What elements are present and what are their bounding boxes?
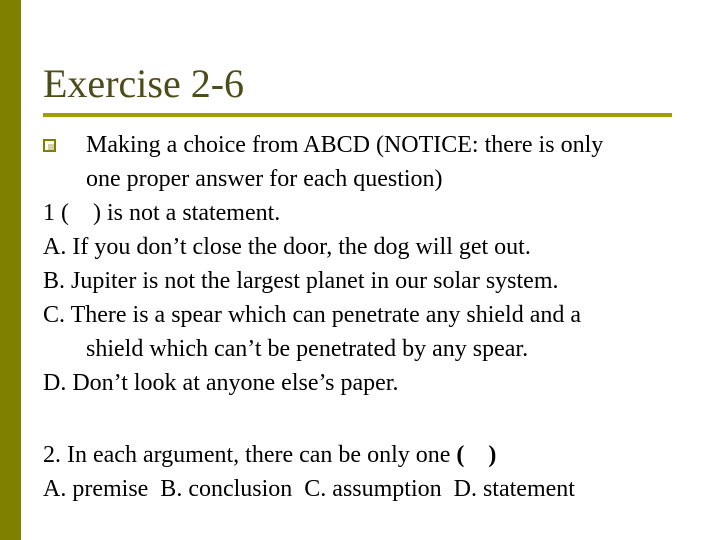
question-2-options: A. premise B. conclusion C. assumption D. statement — [43, 476, 575, 502]
instruction-line — [43, 128, 703, 162]
slide-side-bar — [0, 0, 21, 540]
slide-title: Exercise 2-6 — [43, 61, 245, 106]
instruction-text-1: Making a choice from ABCD (NOTICE: there is only — [86, 132, 604, 158]
question-1-option-d: D. Don’t look at anyone else’s paper. — [43, 370, 399, 396]
question-2-stem — [43, 438, 703, 472]
question-2-blank: ( ) — [456, 442, 497, 468]
title-divider — [43, 113, 672, 117]
instruction-line-cont: one proper answer for each question) — [86, 166, 443, 192]
question-1-option-a: A. If you don’t close the door, the dog will get out. — [43, 234, 531, 260]
question-1-option-c: C. There is a spear which can penetrate any shield and a — [43, 302, 582, 328]
question-1-option-c-cont: shield which can’t be penetrated by any spear. — [86, 336, 529, 362]
question-2-text: 2. In each argument, there can be only one — [43, 442, 457, 468]
question-1-option-b: B. Jupiter is not the largest planet in our solar system. — [43, 268, 559, 294]
question-1-stem: 1 ( ) is not a statement. — [43, 200, 281, 226]
square-bullet-icon — [43, 139, 56, 152]
slide-body — [43, 128, 703, 506]
spacer — [43, 400, 703, 438]
